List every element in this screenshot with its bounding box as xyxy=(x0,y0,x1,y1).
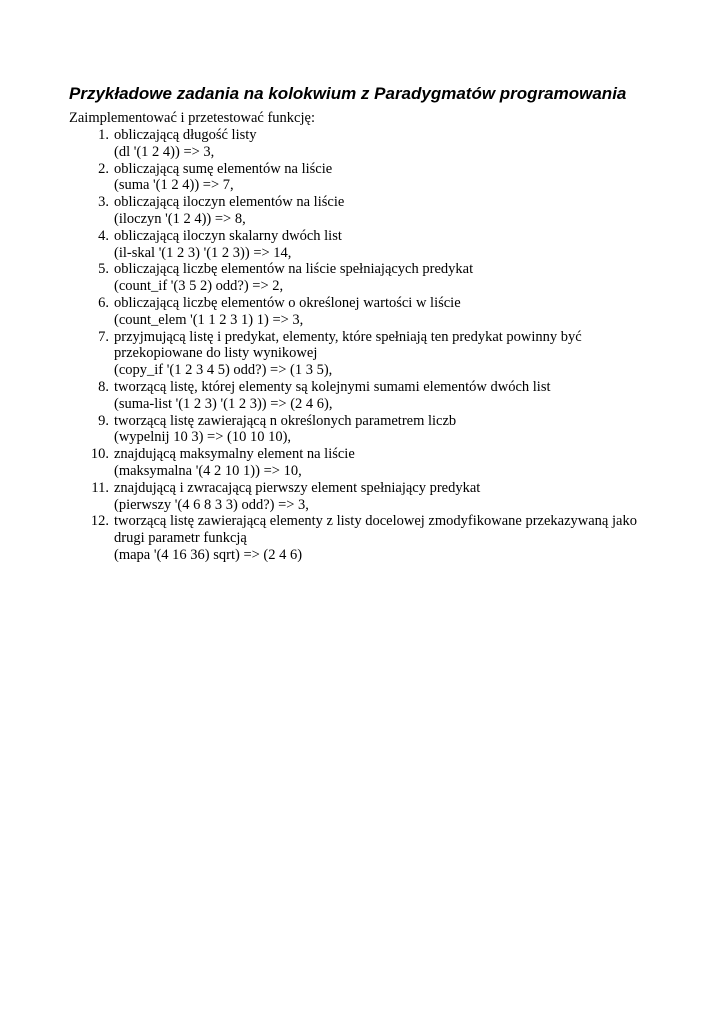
task-example: (dl '(1 2 4)) => 3, xyxy=(114,143,215,160)
task-description: obliczającą liczbę elementów o określonej wartości w liście xyxy=(114,294,461,311)
task-description: obliczającą sumę elementów na liście xyxy=(114,160,333,177)
task-description: tworzącą listę zawierającą elementy z listy docelowej zmodyfikowane przekazywaną jako xyxy=(114,513,637,530)
task-item xyxy=(69,228,709,262)
document-title: Przykładowe zadania na kolokwium z Paradygmatów programowania xyxy=(69,84,627,103)
task-description: znajdującą maksymalny element na liście xyxy=(114,446,355,463)
task-example: (pierwszy '(4 6 8 3 3) odd?) => 3, xyxy=(114,496,309,513)
task-example: (il-skal '(1 2 3) '(1 2 3)) => 14, xyxy=(114,244,292,261)
task-item xyxy=(69,480,709,514)
task-number: 5. xyxy=(98,261,109,278)
task-number: 2. xyxy=(98,160,109,177)
task-description: znajdującą i zwracającą pierwszy element spełniający predykat xyxy=(114,479,481,496)
task-example: (copy_if '(1 2 3 4 5) odd?) => (1 3 5), xyxy=(114,362,333,379)
task-description: tworzącą listę, której elementy są kolejnymi sumami elementów dwóch list xyxy=(114,378,551,395)
task-list xyxy=(69,127,709,564)
task-description: obliczającą liczbę elementów na liście spełniających predykat xyxy=(114,261,474,278)
task-example: (mapa '(4 16 36) sqrt) => (2 4 6) xyxy=(114,546,303,563)
task-number: 3. xyxy=(98,194,109,211)
task-description: przekopiowane do listy wynikowej xyxy=(114,345,318,362)
task-description: drugi parametr funkcją xyxy=(114,530,247,547)
task-example: (wypelnij 10 3) => (10 10 10), xyxy=(114,429,292,446)
task-example: (count_if '(3 5 2) odd?) => 2, xyxy=(114,278,284,295)
task-description: obliczającą iloczyn skalarny dwóch list xyxy=(114,227,342,244)
task-item xyxy=(69,413,709,447)
task-item xyxy=(69,446,709,480)
task-number: 9. xyxy=(98,412,109,429)
task-number: 12. xyxy=(90,513,109,530)
task-number: 11. xyxy=(91,479,109,496)
task-number: 7. xyxy=(98,328,109,345)
task-number: 4. xyxy=(98,227,109,244)
task-number: 1. xyxy=(98,127,109,143)
task-item xyxy=(69,513,709,563)
task-example: (count_elem '(1 1 2 3 1) 1) => 3, xyxy=(114,311,304,328)
task-description: przyjmującą listę i predykat, elementy, które spełniają ten predykat powinny być xyxy=(114,328,582,345)
task-item xyxy=(69,194,709,228)
task-item xyxy=(69,329,709,379)
task-item xyxy=(69,161,709,195)
task-item xyxy=(69,295,709,329)
task-item xyxy=(69,127,709,161)
task-description: obliczającą długość listy xyxy=(114,127,257,143)
task-description: tworzącą listę zawierającą n określonych parametrem liczb xyxy=(114,412,457,429)
task-example: (suma-list '(1 2 3) '(1 2 3)) => (2 4 6), xyxy=(114,395,333,412)
task-example: (suma '(1 2 4)) => 7, xyxy=(114,177,234,194)
task-number: 10. xyxy=(90,446,109,463)
task-example: (maksymalna '(4 2 10 1)) => 10, xyxy=(114,462,302,479)
intro-text: Zaimplementować i przetestować funkcję: xyxy=(69,110,315,126)
task-description: obliczającą iloczyn elementów na liście xyxy=(114,194,345,211)
task-item xyxy=(69,261,709,295)
task-item xyxy=(69,379,709,413)
task-example: (iloczyn '(1 2 4)) => 8, xyxy=(114,210,246,227)
task-number: 8. xyxy=(98,378,109,395)
task-number: 6. xyxy=(98,294,109,311)
